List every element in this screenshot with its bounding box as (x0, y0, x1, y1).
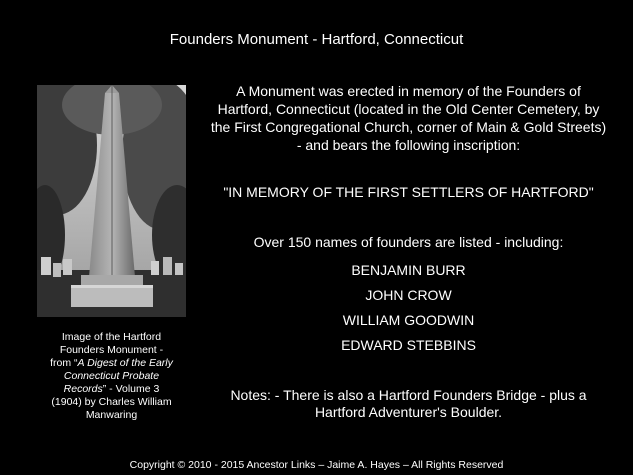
notes-line: Hartford Adventurer's Boulder. (314, 404, 503, 420)
book-title: Records (63, 383, 103, 395)
intro-line: Hartford, Connecticut (located in the Old Center Cemetery, by (217, 101, 600, 117)
notes-paragraph (196, 387, 621, 421)
intro-line: the First Congregational Church, corner of Main & Gold Streets) (210, 119, 607, 135)
monument-photo (37, 85, 186, 317)
obelisk-monument-icon (37, 85, 186, 317)
caption-prefix: from “ (50, 357, 78, 369)
book-title: Connecticut Probate (63, 370, 160, 382)
founder-name: JOHN CROW (365, 287, 452, 303)
caption-line: Founders Monument - (59, 344, 164, 356)
intro-line: - and bears the following inscription: (296, 137, 521, 153)
caption-suffix: ” - Volume 3 (102, 383, 160, 395)
caption-line: Manwaring (85, 409, 138, 421)
caption-line: (1904) by Charles William (51, 396, 172, 408)
caption-line: Image of the Hartford (61, 331, 162, 343)
intro-paragraph (196, 82, 621, 154)
founder-name: BENJAMIN BURR (351, 262, 466, 278)
image-caption (30, 331, 193, 422)
caption-line (30, 357, 193, 370)
caption-line (30, 370, 193, 383)
names-intro: Over 150 names of founders are listed - including: (253, 234, 564, 250)
founder-name: WILLIAM GOODWIN (342, 312, 475, 328)
notes-line: Notes: - There is also a Hartford Founders Bridge - plus a (230, 387, 587, 403)
intro-line: A Monument was erected in memory of the Founders of (236, 83, 581, 99)
caption-line (30, 383, 193, 396)
page-title: Founders Monument - Hartford, Connecticut (169, 31, 464, 48)
inscription-text: "IN MEMORY OF THE FIRST SETTLERS OF HARTFORD" (223, 184, 594, 200)
book-title: A Digest of the Early (77, 357, 173, 369)
copyright-footer: Copyright © 2010 - 2015 Ancestor Links – Jaime A. Hayes – All Rights Reserved (129, 459, 504, 471)
founder-name: EDWARD STEBBINS (341, 337, 476, 353)
